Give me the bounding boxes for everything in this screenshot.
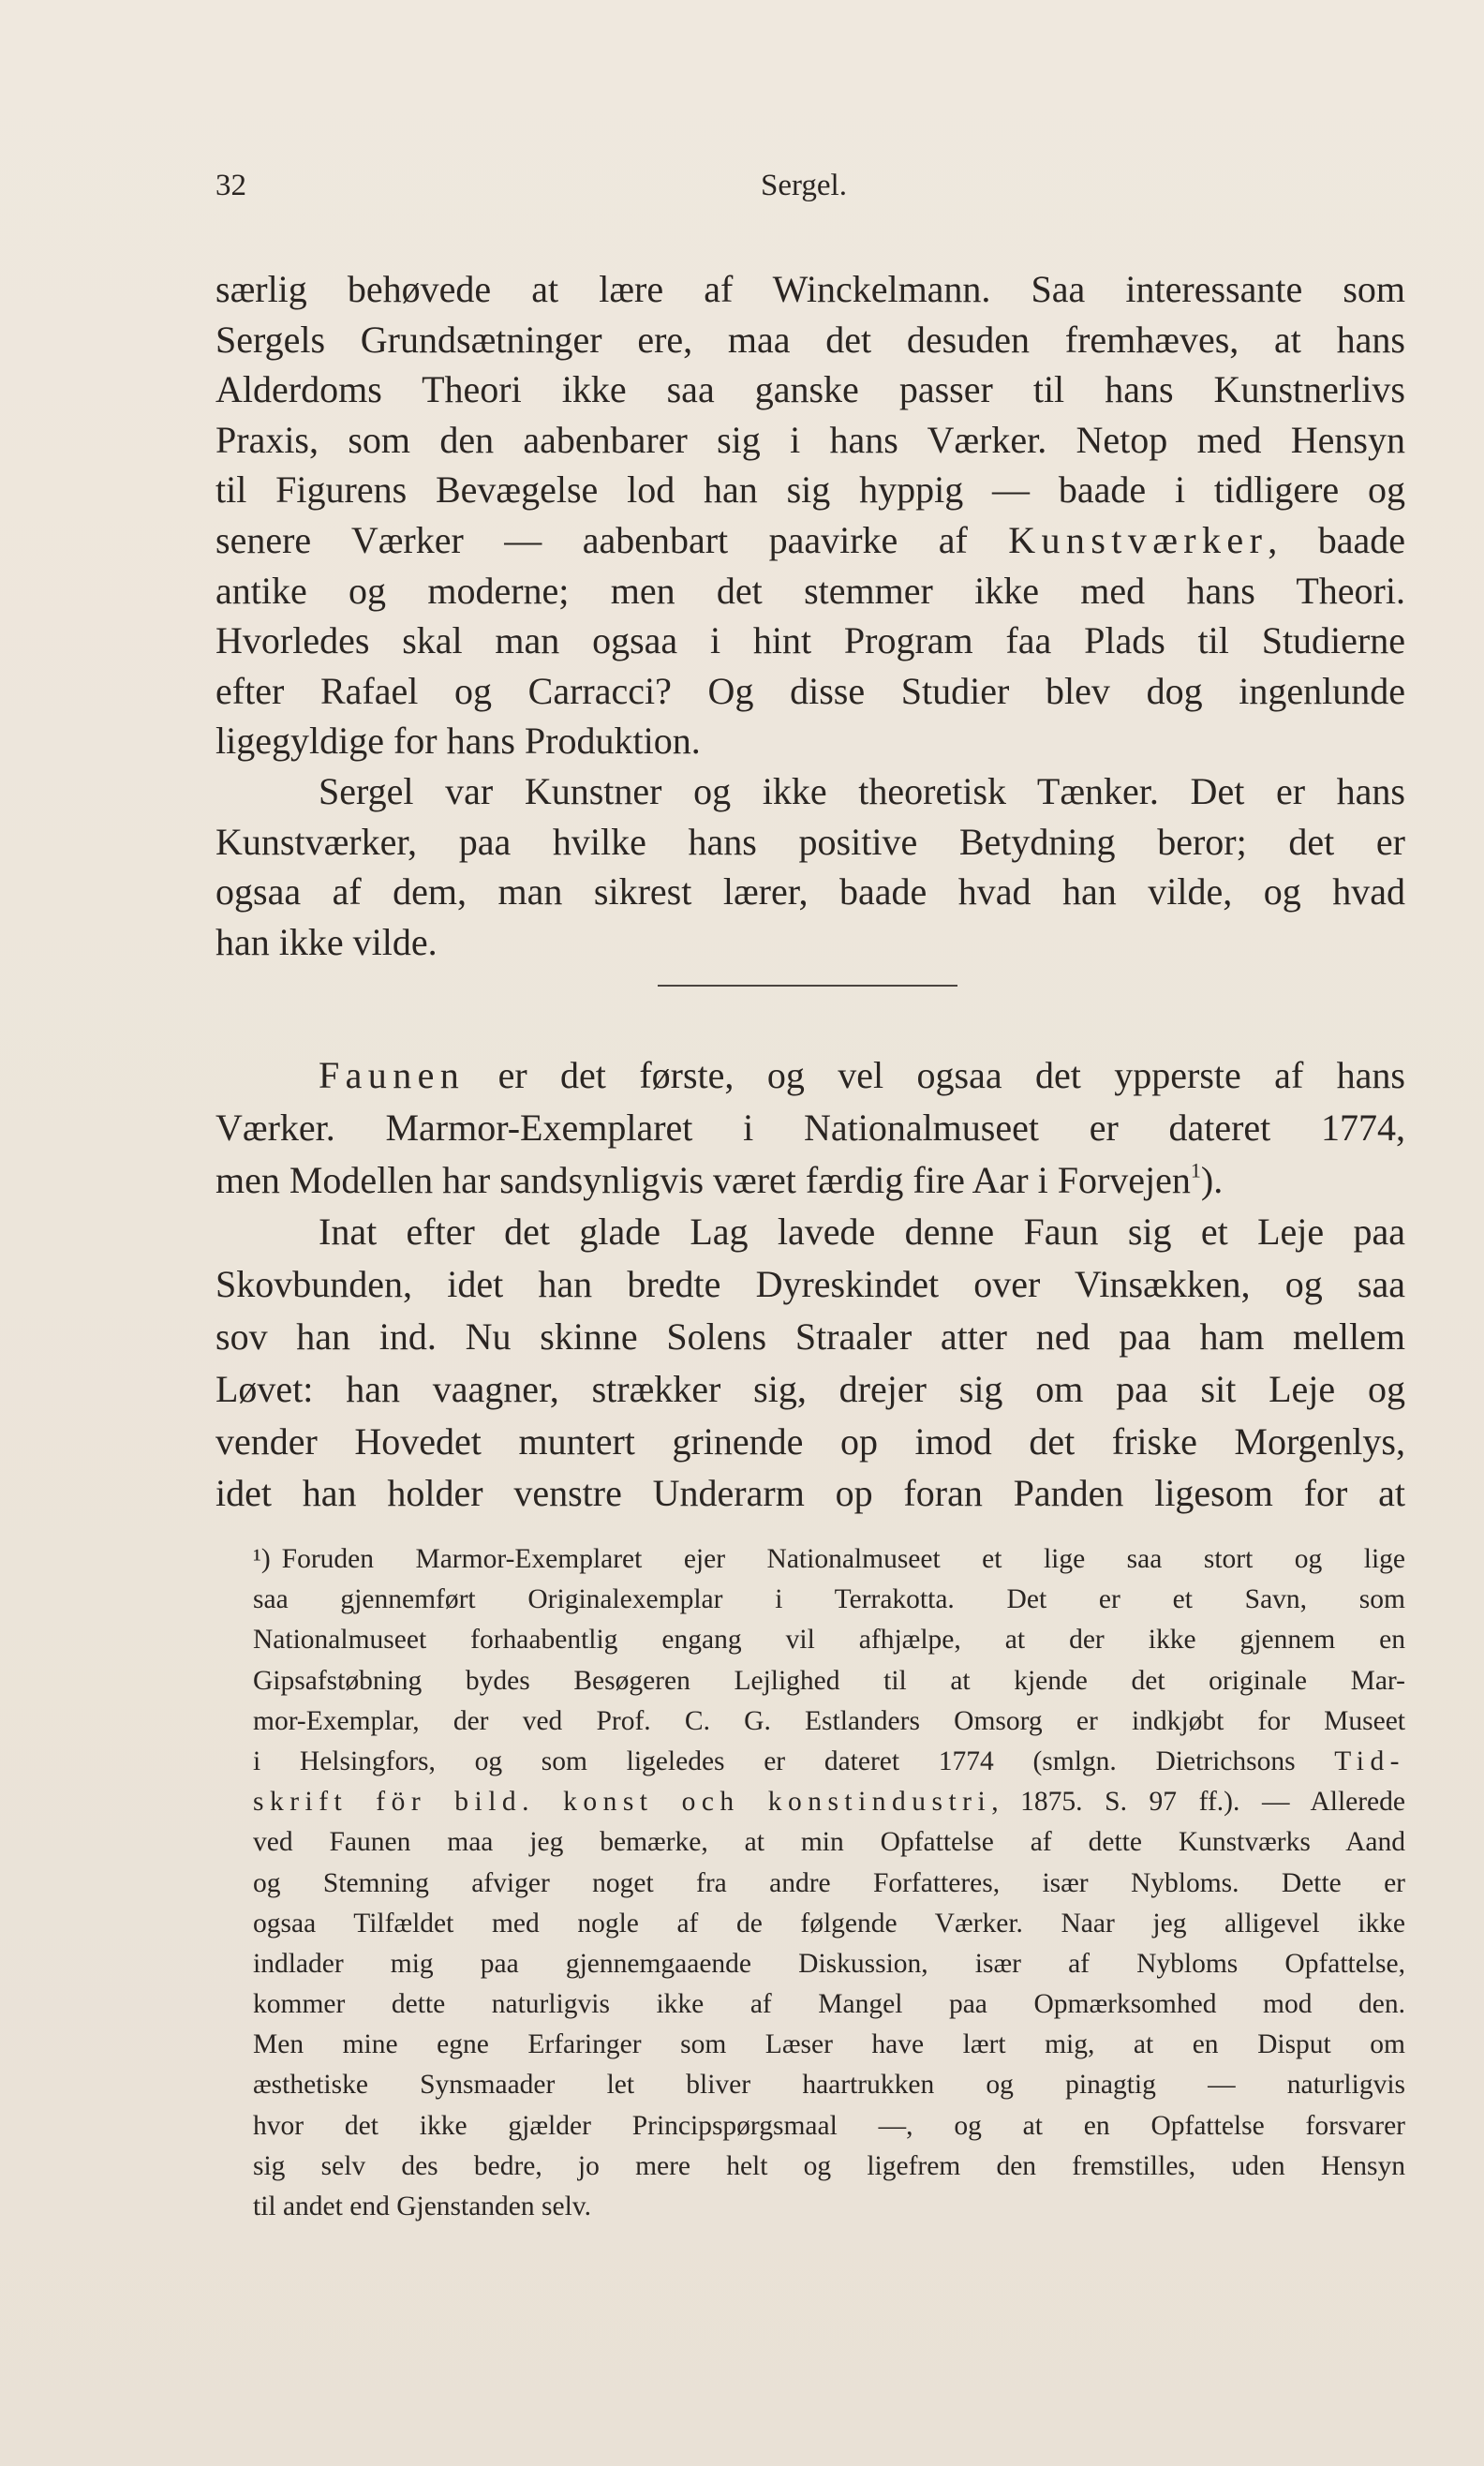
- emphasized-title: Tid-: [1334, 1746, 1405, 1776]
- footnote-line: hvor det ikke gjælder Principspørgsmaal —, og at en Opfattelse forsvarer: [253, 2110, 1405, 2141]
- text-run: i Helsingfors, og som ligeledes er dateret 1774 (smlgn. Dietrichsons: [253, 1746, 1335, 1776]
- emphasized-title: skrift för bild. konst och konstindustri: [253, 1787, 992, 1818]
- footnote-line: ogsaa Tilfældet med nogle af de følgende Værker. Naar jeg alligevel ikke: [253, 1908, 1405, 1939]
- running-title: Sergel.: [761, 169, 847, 202]
- text-block-faunen: [215, 1049, 1405, 1520]
- footnote-reference[interactable]: 1: [1190, 1158, 1201, 1182]
- text-line: ligegyldige for hans Produktion.: [215, 720, 701, 763]
- text-line: Kunstværker, paa hvilke hans positive Betydning beror; det er: [215, 820, 1405, 863]
- text-line: [215, 1049, 1405, 1102]
- text-run: senere Værker — aabenbart paavirke af: [215, 518, 1009, 561]
- text-line: Værker. Marmor-Exemplaret i Nationalmuseet er dateret 1774,: [215, 1106, 1405, 1149]
- text-line: Sergels Grundsætninger ere, maa det desuden fremhæves, at hans: [215, 318, 1405, 361]
- emphasized-word: Faunen: [319, 1054, 466, 1096]
- text-line: sov han ind. Nu skinne Solens Straaler atter ned paa ham mellem: [215, 1315, 1405, 1358]
- running-head: [211, 169, 1405, 215]
- footnote-line: ved Faunen maa jeg bemærke, at min Opfattelse af dette Kunstværks Aand: [253, 1827, 1405, 1858]
- footnote-line: til andet end Gjenstanden selv.: [253, 2191, 592, 2221]
- text-line: Inat efter det glade Lag lavede denne Faun sig et Leje paa: [319, 1211, 1405, 1254]
- text-run: ).: [1200, 1158, 1224, 1201]
- footnote-line: Gipsafstøbning bydes Besøgeren Lejlighed til at kjende det originale Mar-: [253, 1665, 1405, 1696]
- footnote-line: æsthetiske Synsmaader let bliver haartrukken og pinagtig — naturligvis: [253, 2070, 1405, 2101]
- text-line: Alderdoms Theori ikke saa ganske passer til hans Kunstnerlivs: [215, 368, 1405, 411]
- footnote-line: sig selv des bedre, jo mere helt og ligefrem den fremstilles, uden Hensyn: [253, 2150, 1405, 2181]
- text-run: Foruden Marmor-Exemplaret ejer Nationalmuseet et lige saa stort og lige: [281, 1544, 1405, 1574]
- text-line: han ikke vilde.: [215, 920, 438, 963]
- footnote-line: saa gjennemført Originalexemplar i Terrakotta. Det er et Savn, som: [253, 1584, 1405, 1615]
- text-line: særlig behøvede at lære af Winckelmann. Saa interessante som: [215, 268, 1405, 310]
- text-run: er det første, og vel ogsaa det ypperste af hans: [465, 1054, 1405, 1096]
- text-line: Skovbunden, idet han bredte Dyreskindet over Vinsækken, og saa: [215, 1263, 1405, 1306]
- text-run: , 1875. S. 97 ff.). — Allerede: [991, 1787, 1405, 1818]
- footnote-line: [253, 1539, 1405, 1580]
- text-line: Løvet: han vaagner, strækker sig, drejer sig om paa sit Leje og: [215, 1367, 1405, 1410]
- text-block-top: [215, 264, 1405, 967]
- text-line: Sergel var Kunstner og ikke theoretisk Tænker. Det er hans: [319, 769, 1405, 812]
- text-line: Praxis, som den aabenbarer sig i hans Værker. Netop med Hensyn: [215, 418, 1405, 461]
- section-divider: [658, 985, 957, 987]
- footnote-line: og Stemning afviger noget fra andre Forfatteres, især Nybloms. Dette er: [253, 1867, 1405, 1898]
- footnote-line: kommer dette naturligvis ikke af Mangel paa Opmærksomhed mod den.: [253, 1989, 1405, 2020]
- footnote: [253, 1539, 1405, 2227]
- footnote-line: [253, 1782, 1405, 1822]
- emphasized-word: Kunstværker: [1008, 518, 1269, 561]
- footnote-line: [253, 1742, 1405, 1782]
- text-line: idet han holder venstre Underarm op foran Panden ligesom for at: [215, 1472, 1405, 1515]
- text-line: efter Rafael og Carracci? Og disse Studier blev dog ingenlunde: [215, 669, 1405, 712]
- footnote-marker: ¹): [253, 1544, 271, 1574]
- footnote-line: Men mine egne Erfaringer som Læser have lært mig, at en Disput om: [253, 2029, 1405, 2060]
- text-line: ogsaa af dem, man sikrest lærer, baade hvad han vilde, og hvad: [215, 870, 1405, 914]
- text-run: men Modellen har sandsynligvis været færdig fire Aar i Forvejen: [215, 1158, 1191, 1201]
- text-run: , baade: [1268, 518, 1405, 561]
- text-line: [215, 515, 1405, 566]
- text-line: vender Hovedet muntert grinende op imod det friske Morgenlys,: [215, 1419, 1405, 1463]
- text-line: [215, 1154, 1405, 1207]
- footnote-line: indlader mig paa gjennemgaaende Diskussion, især af Nybloms Opfattelse,: [253, 1948, 1405, 1979]
- text-line: antike og moderne; men det stemmer ikke med hans Theori.: [215, 569, 1405, 612]
- footnote-line: Nationalmuseet forhaabentlig engang vil afhjælpe, at der ikke gjennem en: [253, 1625, 1405, 1656]
- footnote-line: mor-Exemplar, der ved Prof. C. G. Estlanders Omsorg er indkjøbt for Museet: [253, 1705, 1405, 1736]
- text-line: Hvorledes skal man ogsaa i hint Program faa Plads til Studierne: [215, 619, 1405, 662]
- page-number: 32: [215, 169, 246, 202]
- text-line: til Figurens Bevægelse lod han sig hyppig — baade i tidligere og: [215, 468, 1405, 512]
